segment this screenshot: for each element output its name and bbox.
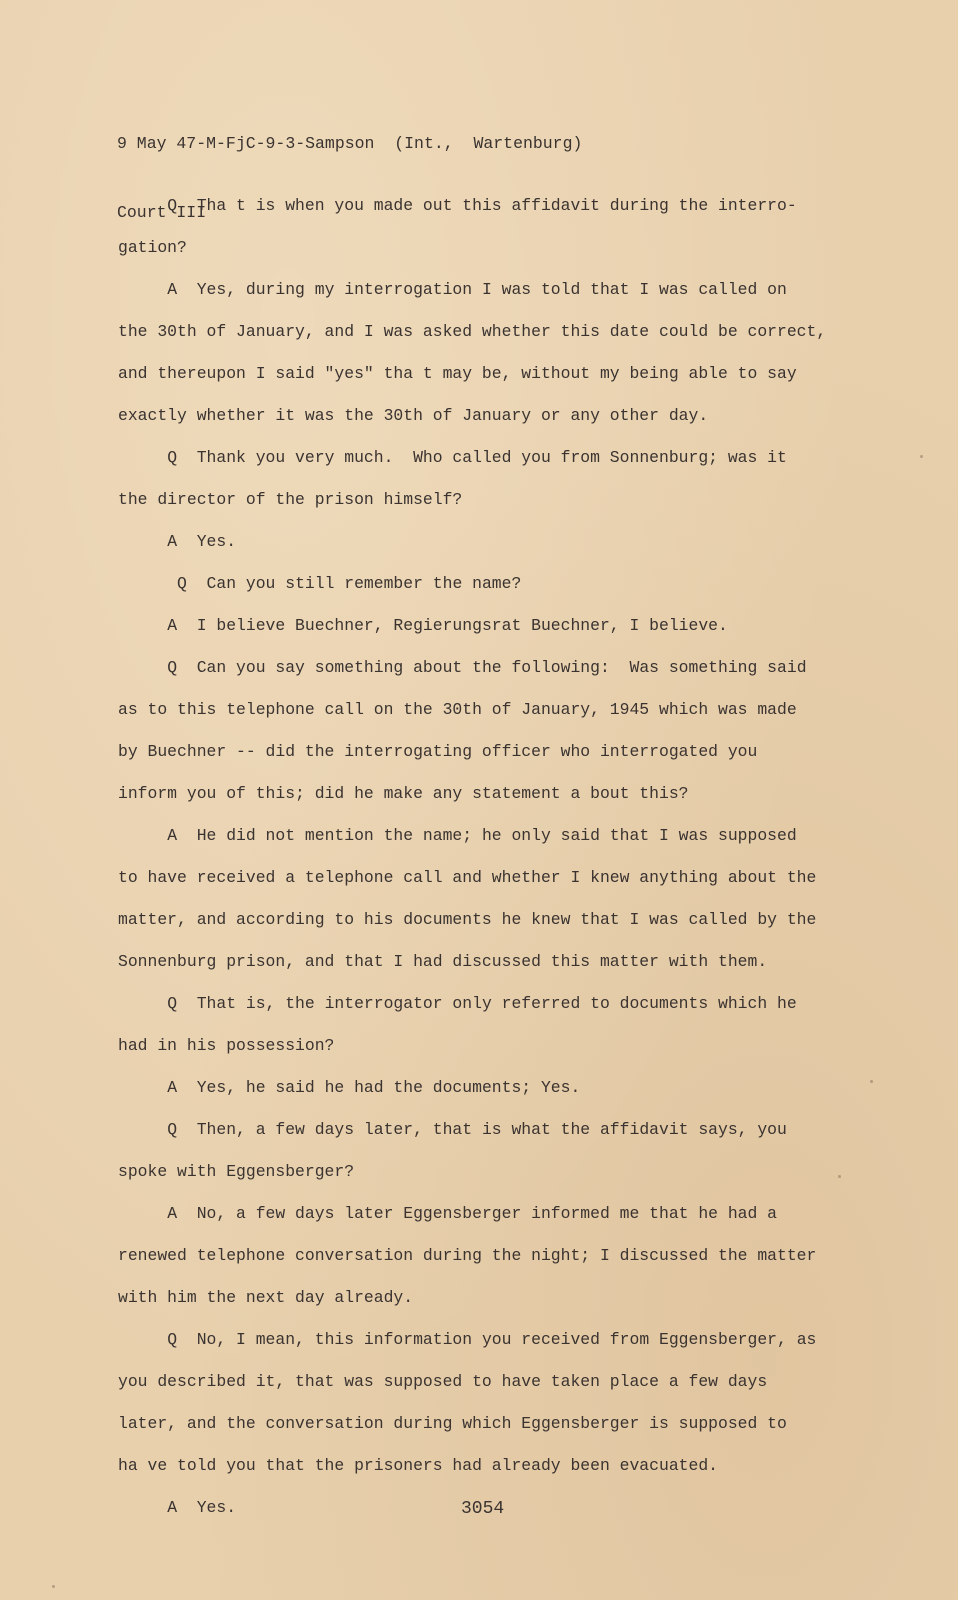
transcript-line: and thereupon I said "yes" tha t may be, without my being able to say xyxy=(118,364,797,383)
transcript-line: A Yes. xyxy=(167,1498,237,1517)
paragraph-indent xyxy=(118,994,167,1013)
paper-speck xyxy=(870,1080,873,1083)
transcript-paragraph xyxy=(118,1319,858,1487)
transcript-line: Q Can you say something about the following: Was something said xyxy=(167,658,807,677)
transcript-paragraph xyxy=(118,521,858,563)
header-court-line: Court III xyxy=(117,203,207,222)
transcript-paragraph xyxy=(118,1109,858,1193)
transcript-line: Q Tha t is when you made out this affidavit during the interro- xyxy=(167,196,797,215)
transcript-line: A Yes, he said he had the documents; Yes. xyxy=(167,1078,581,1097)
transcript-line: by Buechner -- did the interrogating officer who interrogated you xyxy=(118,742,758,761)
transcript-paragraph xyxy=(118,1067,858,1109)
transcript-line: Q That is, the interrogator only referred to documents which he xyxy=(167,994,797,1013)
transcript-paragraph xyxy=(118,605,858,647)
transcript-first-line-row xyxy=(118,647,858,689)
paper-speck xyxy=(920,455,923,458)
page-number: 3054 xyxy=(461,1499,505,1519)
transcript-line: to have received a telephone call and whether I knew anything about the xyxy=(118,868,817,887)
transcript-first-line-row xyxy=(118,1067,858,1109)
transcript-line: A Yes, during my interrogation I was told that I was called on xyxy=(167,280,787,299)
transcript-paragraph xyxy=(118,647,858,815)
transcript-line: Q No, I mean, this information you received from Eggensberger, as xyxy=(167,1330,817,1349)
transcript-line: Q Can you still remember the name? xyxy=(177,574,522,593)
transcript-paragraph xyxy=(118,815,858,983)
paragraph-indent xyxy=(118,448,167,467)
transcript-line: A He did not mention the name; he only said that I was supposed xyxy=(167,826,797,845)
transcript-body xyxy=(118,185,858,1529)
transcript-line: matter, and according to his documents he knew that I was called by the xyxy=(118,910,817,929)
transcript-paragraph xyxy=(118,563,858,605)
transcript-line: gation? xyxy=(118,238,187,257)
transcript-line: later, and the conversation during which Eggensberger is supposed to xyxy=(118,1414,787,1433)
paragraph-indent xyxy=(118,616,167,635)
transcript-first-line-row xyxy=(118,269,858,311)
paragraph-indent xyxy=(118,1120,167,1139)
transcript-paragraph xyxy=(118,1193,858,1319)
paragraph-indent xyxy=(118,574,177,593)
paragraph-indent xyxy=(118,1078,167,1097)
transcript-line: Q Thank you very much. Who called you from Sonnenburg; was it xyxy=(167,448,787,467)
transcript-line: the 30th of January, and I was asked whether this date could be correct, xyxy=(118,322,827,341)
transcript-line: ha ve told you that the prisoners had already been evacuated. xyxy=(118,1456,718,1475)
paragraph-indent xyxy=(118,1498,167,1517)
transcript-line: as to this telephone call on the 30th of January, 1945 which was made xyxy=(118,700,797,719)
transcript-line: exactly whether it was the 30th of January or any other day. xyxy=(118,406,709,425)
transcript-first-line-row xyxy=(118,983,858,1025)
header-case-line: 9 May 47-M-FjC-9-3-Sampson (Int., Wartenburg) xyxy=(117,134,583,153)
paragraph-indent xyxy=(118,1330,167,1349)
paragraph-indent xyxy=(118,658,167,677)
transcript-first-line-row xyxy=(118,185,858,227)
transcript-line: had in his possession? xyxy=(118,1036,335,1055)
paragraph-indent xyxy=(118,1204,167,1223)
transcript-first-line-row xyxy=(118,563,858,605)
transcript-line: with him the next day already. xyxy=(118,1288,414,1307)
transcript-paragraph xyxy=(118,185,858,269)
paragraph-indent xyxy=(118,196,167,215)
transcript-line: spoke with Eggensberger? xyxy=(118,1162,355,1181)
transcript-line: renewed telephone conversation during the night; I discussed the matter xyxy=(118,1246,817,1265)
transcript-paragraph xyxy=(118,437,858,521)
transcript-first-line-row xyxy=(118,605,858,647)
transcript-first-line-row xyxy=(118,1319,858,1361)
transcript-line: Sonnenburg prison, and that I had discussed this matter with them. xyxy=(118,952,768,971)
transcript-line: the director of the prison himself? xyxy=(118,490,463,509)
paragraph-indent xyxy=(118,280,167,299)
transcript-paragraph xyxy=(118,269,858,437)
transcript-line: inform you of this; did he make any statement a bout this? xyxy=(118,784,689,803)
transcript-first-line-row xyxy=(118,815,858,857)
transcript-line: A No, a few days later Eggensberger informed me that he had a xyxy=(167,1204,778,1223)
transcript-first-line-row xyxy=(118,1193,858,1235)
transcript-line: Q Then, a few days later, that is what the affidavit says, you xyxy=(167,1120,787,1139)
transcript-line: A I believe Buechner, Regierungsrat Buechner, I believe. xyxy=(167,616,728,635)
transcript-line: you described it, that was supposed to have taken place a few days xyxy=(118,1372,768,1391)
paper-speck xyxy=(52,1585,55,1588)
transcript-first-line-row xyxy=(118,1109,858,1151)
transcript-first-line-row xyxy=(118,437,858,479)
paragraph-indent xyxy=(118,826,167,845)
transcript-paragraph xyxy=(118,983,858,1067)
paragraph-indent xyxy=(118,532,167,551)
transcript-first-line-row xyxy=(118,521,858,563)
transcript-line: A Yes. xyxy=(167,532,237,551)
paper-speck xyxy=(838,1175,841,1178)
